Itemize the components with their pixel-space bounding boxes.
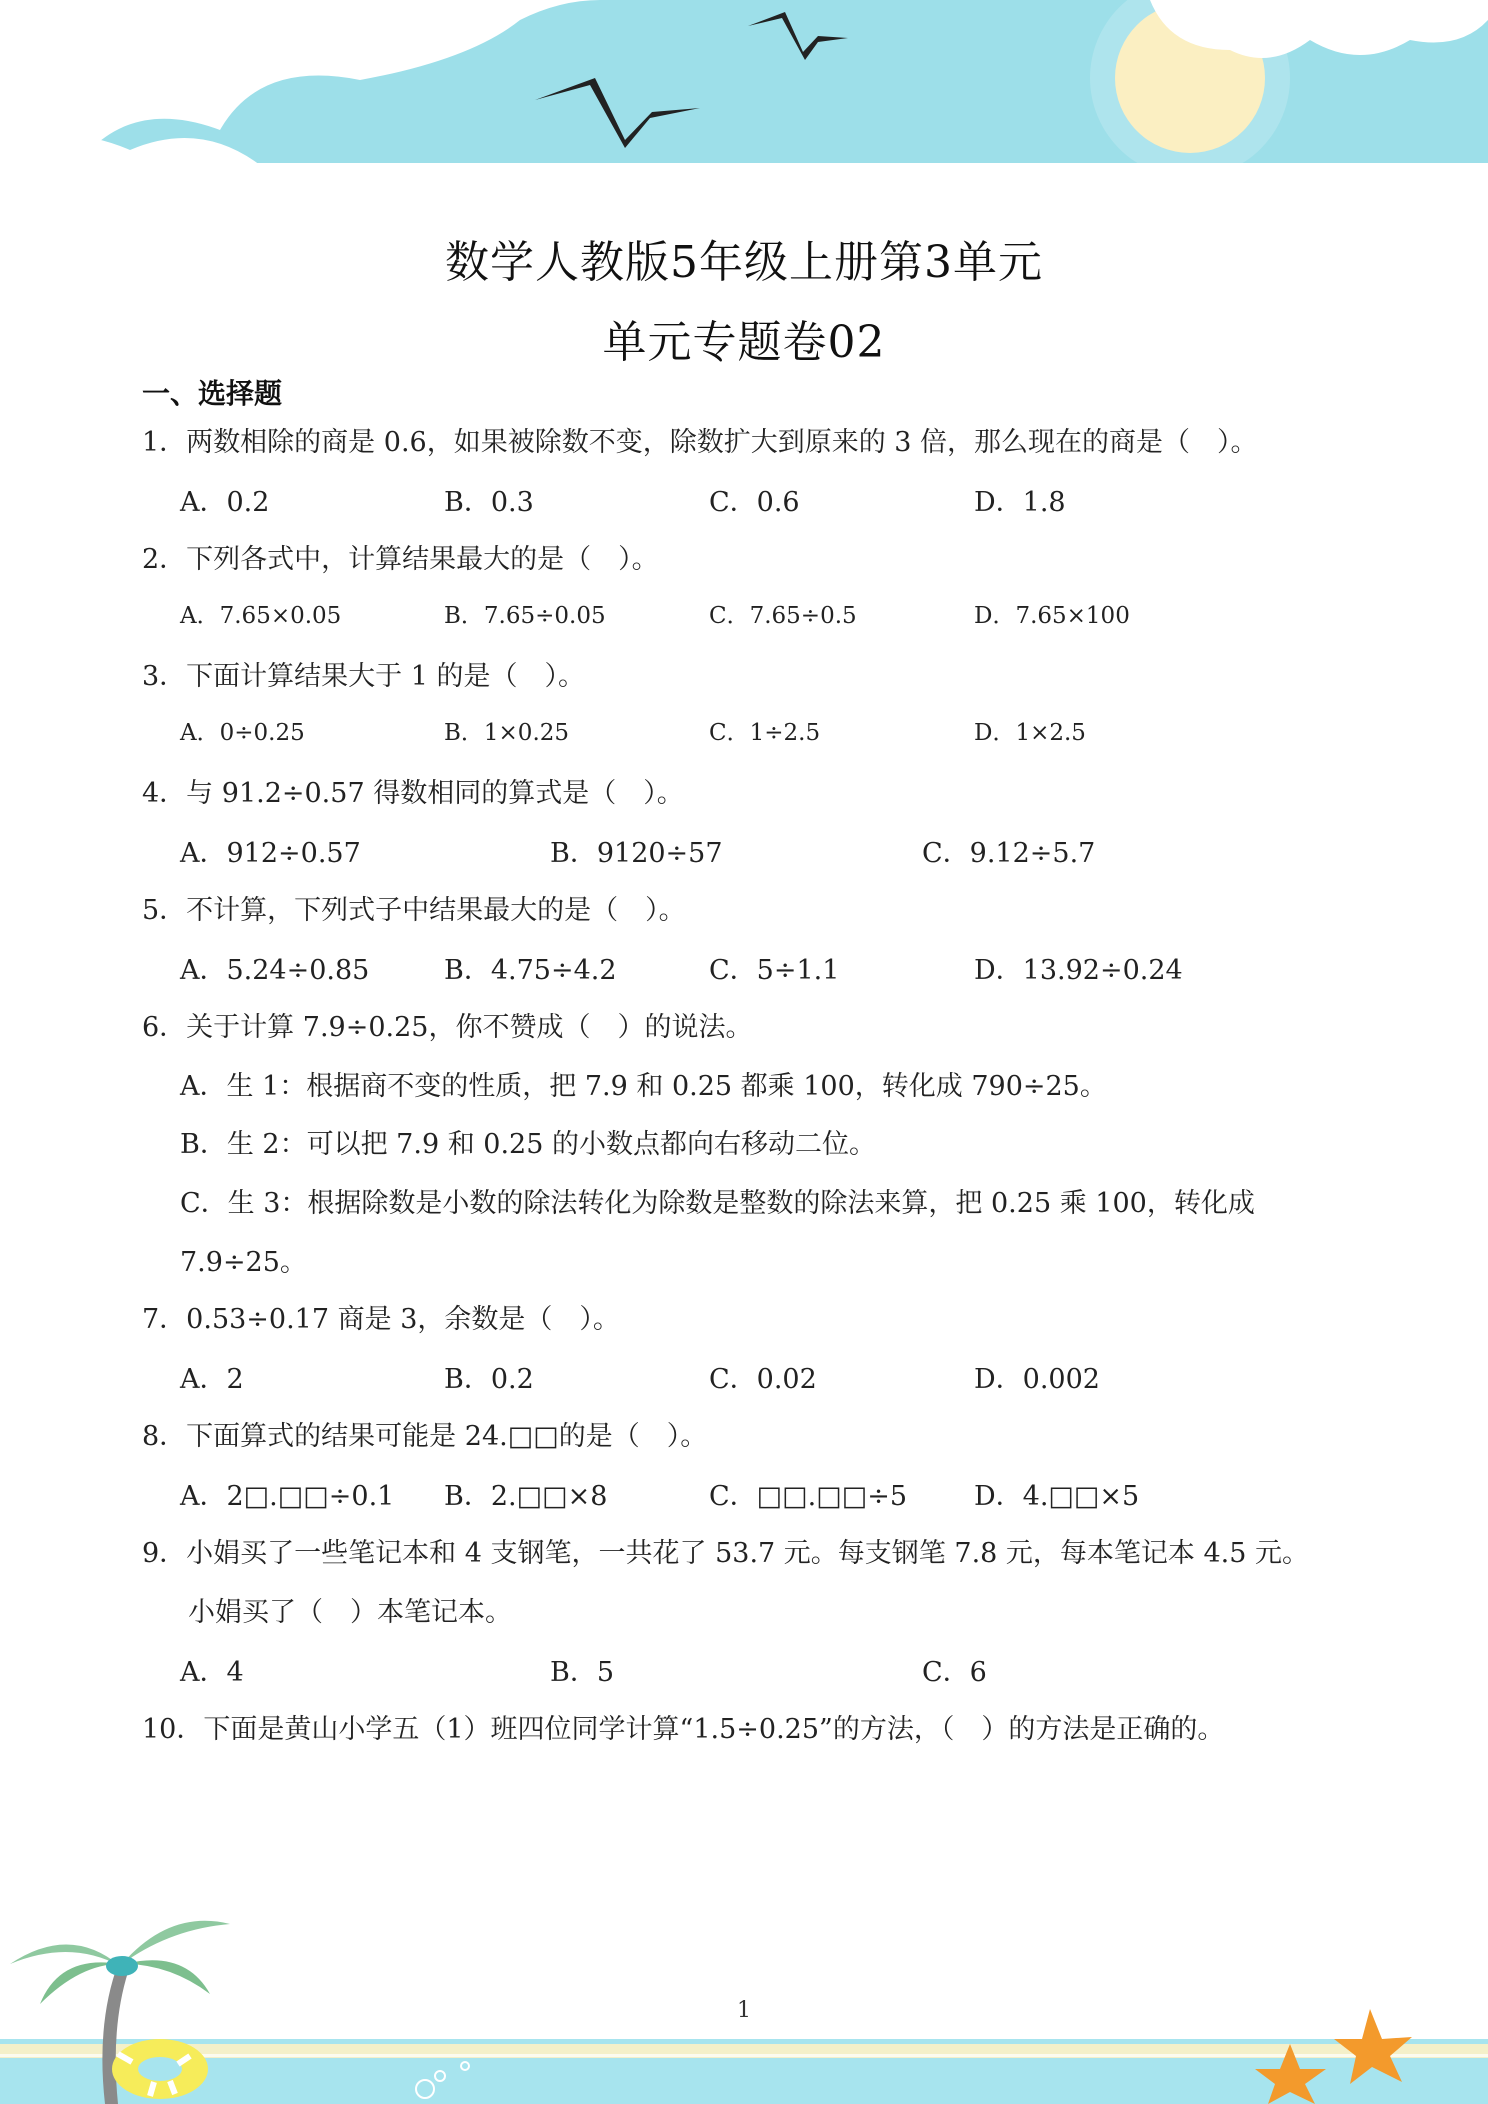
page-number: 1 <box>737 1998 751 2023</box>
option-c: C．0.02 <box>709 1364 817 1395</box>
question-8-options <box>0 1474 1488 1510</box>
header-sky-banner <box>0 0 1488 170</box>
document-title: 数学人教版5年级上册第3单元 <box>445 237 1043 288</box>
option-b: B．5 <box>550 1657 615 1688</box>
option-b: B．0.3 <box>444 487 534 518</box>
option-c: C．0.6 <box>709 487 800 518</box>
question-2-text: 2．下列各式中，计算结果最大的是（ ）。 <box>142 544 659 575</box>
question-7-text: 7．0.53÷0.17 商是 3，余数是（ ）。 <box>142 1304 620 1335</box>
option-d: D．7.65×100 <box>974 603 1130 629</box>
option-c: C．9.12÷5.7 <box>922 838 1096 869</box>
question-3-text: 3．下面计算结果大于 1 的是（ ）。 <box>142 661 586 692</box>
option-b: B．1×0.25 <box>444 720 570 746</box>
question-6-option-c: C．生 3：根据除数是小数的除法转化为除数是整数的除法来算，把 0.25 乘 100，转化成 <box>180 1188 1255 1219</box>
option-b: B．4.75÷4.2 <box>444 955 617 986</box>
option-a: A．4 <box>180 1657 244 1688</box>
question-6-option-b: B．生 2：可以把 7.9 和 0.25 的小数点都向右移动二位。 <box>180 1129 876 1160</box>
option-a: A．0.2 <box>180 487 270 518</box>
question-5-options <box>0 948 1488 984</box>
question-9-text: 9．小娟买了一些笔记本和 4 支钢笔，一共花了 53.7 元。每支钢笔 7.8 元，每本笔记本 4.5 元。 <box>142 1538 1310 1569</box>
question-4-text: 4．与 91.2÷0.57 得数相同的算式是（ ）。 <box>142 778 684 809</box>
option-a: A．2□.□□÷0.1 <box>180 1481 395 1512</box>
question-10-text: 10．下面是黄山小学五（1）班四位同学计算“1.5÷0.25”的方法，（ ）的方法是正确的。 <box>142 1714 1225 1745</box>
option-c: C．7.65÷0.5 <box>709 603 857 629</box>
option-c: C．1÷2.5 <box>709 720 821 746</box>
option-b: B．0.2 <box>444 1364 534 1395</box>
option-b: B．9120÷57 <box>550 838 723 869</box>
question-1-text: 1．两数相除的商是 0.6，如果被除数不变，除数扩大到原来的 3 倍，那么现在的商是（ ）。 <box>142 427 1258 458</box>
question-6-option-c-continued: 7.9÷25。 <box>180 1247 307 1278</box>
option-c: C．□□.□□÷5 <box>709 1481 908 1512</box>
option-a: A．7.65×0.05 <box>180 603 342 629</box>
option-a: A．912÷0.57 <box>180 838 361 869</box>
question-5-text: 5．不计算，下列式子中结果最大的是（ ）。 <box>142 895 686 926</box>
option-a: A．0÷0.25 <box>180 720 305 746</box>
question-9-text-continued: 小娟买了（ ）本笔记本。 <box>188 1597 512 1628</box>
question-7-options <box>0 1357 1488 1393</box>
question-6-option-a: A．生 1：根据商不变的性质，把 7.9 和 0.25 都乘 100，转化成 790÷25。 <box>180 1071 1107 1102</box>
document-subtitle: 单元专题卷02 <box>602 317 886 368</box>
option-d: D．13.92÷0.24 <box>974 955 1183 986</box>
footer-beach-art <box>0 1904 1488 2104</box>
question-6-text: 6．关于计算 7.9÷0.25，你不赞成（ ）的说法。 <box>142 1012 753 1043</box>
option-b: B．2.□□×8 <box>444 1481 608 1512</box>
question-4-options <box>0 831 1488 867</box>
life-ring-icon <box>112 2039 208 2099</box>
option-b: B．7.65÷0.05 <box>444 603 606 629</box>
question-3-options <box>0 714 1488 750</box>
option-c: C．5÷1.1 <box>709 955 840 986</box>
option-c: C．6 <box>922 1657 987 1688</box>
question-1-options <box>0 480 1488 516</box>
option-a: A．5.24÷0.85 <box>180 955 370 986</box>
section-heading: 一、选择题 <box>142 377 283 410</box>
question-9-options <box>0 1650 1488 1686</box>
option-d: D．1.8 <box>974 487 1066 518</box>
question-8-text: 8．下面算式的结果可能是 24.□□的是（ ）。 <box>142 1421 708 1452</box>
option-a: A．2 <box>180 1364 244 1395</box>
option-d: D．0.002 <box>974 1364 1100 1395</box>
option-d: D．4.□□×5 <box>974 1481 1140 1512</box>
option-d: D．1×2.5 <box>974 720 1086 746</box>
question-2-options <box>0 597 1488 633</box>
